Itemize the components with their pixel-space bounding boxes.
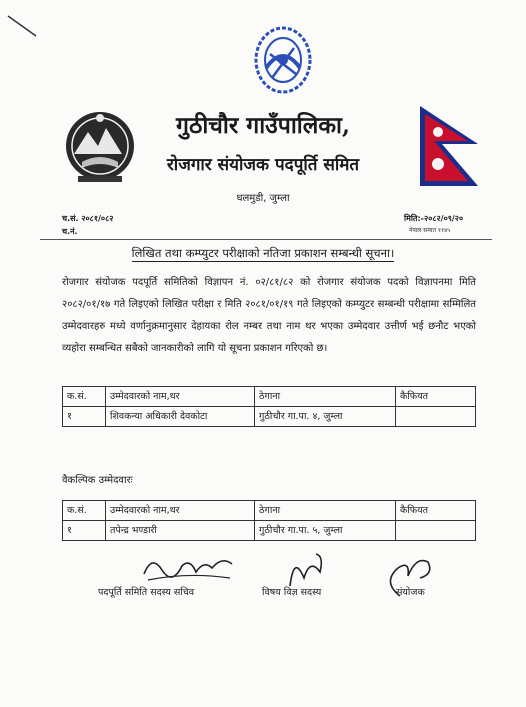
- nepal-sambat-date: नेपाल सम्वत ११४५: [409, 227, 451, 234]
- dispatch-number: च.नं.: [62, 227, 78, 236]
- page-title: गुठीचौर गाउँपालिका,: [176, 112, 350, 139]
- municipality-seal-icon: [252, 24, 314, 100]
- column-header: उम्मेदवारको नाम,थर: [106, 387, 255, 407]
- committee-name: रोजगार संयोजक पदपूर्ति समित: [166, 155, 360, 175]
- name-cell: शिवकन्या अधिकारी देवकोटा: [106, 407, 255, 427]
- column-header: ठेगाना: [255, 387, 396, 407]
- remark-cell: [396, 407, 476, 427]
- column-header: क.सं.: [63, 501, 106, 521]
- secretary-signature: [138, 550, 238, 586]
- issue-date: मिति:-२०८२/०९/२०: [404, 214, 464, 223]
- corner-pen-mark: [6, 14, 40, 40]
- office-location: धलमुडी, जुम्ला: [236, 193, 290, 204]
- notice-heading: [0, 246, 526, 261]
- address-cell: गुठीचौर गा.पा. ४, जुम्ला: [255, 407, 396, 427]
- expert-member-label: विषय विज्ञ सदस्य: [262, 587, 322, 598]
- column-header: कैफियत: [396, 501, 476, 521]
- address-cell: गुठीचौर गा.पा. ५, जुम्ला: [255, 521, 396, 541]
- table-header-row: [63, 501, 476, 521]
- serial-cell: १: [63, 521, 106, 541]
- remark-cell: [396, 521, 476, 541]
- column-header: ठेगाना: [255, 501, 396, 521]
- table-header-row: [63, 387, 476, 407]
- coordinator-label: संयोजक: [396, 587, 425, 598]
- selected-candidates-table: [62, 386, 476, 427]
- column-header: कैफियत: [396, 387, 476, 407]
- column-header: उम्मेदवारको नाम,थर: [106, 501, 255, 521]
- alternate-candidates-table: [62, 500, 476, 541]
- notice-heading-text: लिखित तथा कम्प्युटर परीक्षाको नतिजा प्रकाशन सम्बन्धी सूचना।: [131, 246, 395, 260]
- table-row: [63, 521, 476, 541]
- table-row: [63, 407, 476, 427]
- name-cell: तपेन्द्र भण्डारी: [106, 521, 255, 541]
- header-divider: [40, 239, 492, 240]
- column-header: क.सं.: [63, 387, 106, 407]
- notice-body: रोजगार संयोजक पदपूर्ति समितिको विज्ञापन नं. ०२/८१/८२ को रोजगार संयोजक पदको विज्ञापनमा मिति २०८२/०१/१७ गते लिइएको लिखित परीक्षा र मिति २०८१/०१/१९ गते लिइएको कम्प्युटर सम्बन्धी परीक्षामा सम्मिलित उम्मेदवारहरु मध्ये वर्णानुक्रमानुसार देहायका रोल नम्बर तथा नाम थर भएका उम्मेदवार उत्तीर्ण भई छनौट भएको व्यहोरा सम्बन्धित सबैको जानकारीको लागि यो सूचना प्रकाशन गरिएको छ।: [62, 277, 476, 354]
- alternate-candidates-label: वैकल्पिक उम्मेदवारः: [62, 475, 133, 486]
- reference-number: च.सं. २०८१/०८२: [62, 214, 114, 223]
- nepal-flag-icon: [416, 104, 486, 188]
- serial-cell: १: [63, 407, 106, 427]
- secretary-label: पदपूर्ति समिति सदस्य सचिव: [98, 587, 195, 598]
